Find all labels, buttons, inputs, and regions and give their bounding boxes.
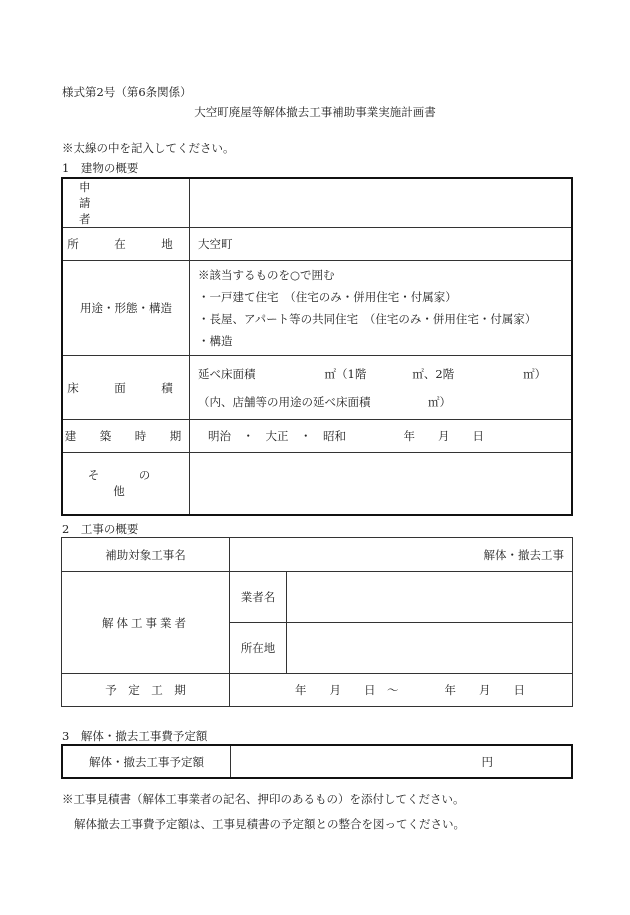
other-label: そ の 他 <box>87 468 190 499</box>
floor-shop-line: （内、店舗等の用途の延べ床面積 ㎡） <box>198 394 451 409</box>
consistency-note: 解体撤去工事費予定額は、工事見積書の予定額との整合を図ってください。 <box>74 817 465 831</box>
location-label: 所 在 地 <box>67 237 185 251</box>
floor-cell[interactable] <box>190 356 573 420</box>
attachment-note: ※工事見積書（解体工事業者の記名、押印のあるもの）を添付してください。 <box>62 792 465 806</box>
usage-cell[interactable] <box>190 261 573 356</box>
era-value[interactable]: 明治 ・ 大正 ・ 昭和 年 月 日 <box>190 420 573 453</box>
form-number: 様式第2号（第6条関係） <box>62 85 192 99</box>
section3-heading: 3 解体・撤去工事費予定額 <box>62 729 208 743</box>
period-label: 予 定 工 期 <box>62 674 230 707</box>
section1-heading: 1 建物の概要 <box>62 161 139 175</box>
period-value[interactable]: 年 月 日 ～ 年 月 日 <box>230 674 573 707</box>
instruction-text: ※太線の中を記入してください。 <box>62 141 235 155</box>
address-value[interactable] <box>287 623 573 674</box>
usage-line-note: ※該当するものを○で囲む <box>198 268 335 282</box>
name-label: 業者名 <box>230 572 287 623</box>
contractor-label: 解体工事業者 <box>102 615 189 630</box>
applicant-label: 申 請 者 <box>79 180 142 226</box>
floor-label-cell <box>62 356 190 420</box>
applicant-label-cell <box>62 178 190 228</box>
address-label: 所在地 <box>230 623 287 674</box>
target-value: 解体・撤去工事 <box>230 538 573 572</box>
era-label: 建 築 時 期 <box>64 429 188 443</box>
target-label: 補助対象工事名 <box>62 538 230 572</box>
applicant-value[interactable] <box>190 178 573 228</box>
location-value[interactable]: 大空町 <box>190 228 573 261</box>
construction-overview-table <box>61 537 573 707</box>
location-label-cell <box>62 228 190 261</box>
building-overview-table <box>61 177 573 516</box>
other-label-cell <box>62 453 190 515</box>
usage-label: 用途・形態・構造 <box>62 261 190 356</box>
page-title: 大空町廃屋等解体撤去工事補助事業実施計画書 <box>194 105 436 119</box>
contractor-label-cell <box>62 572 230 674</box>
era-label-cell <box>62 420 190 453</box>
other-value[interactable] <box>190 453 573 515</box>
name-value[interactable] <box>287 572 573 623</box>
cost-label: 解体・撤去工事予定額 <box>62 745 231 778</box>
floor-label: 床 面 積 <box>67 380 185 395</box>
section2-heading: 2 工事の概要 <box>62 522 139 536</box>
cost-unit[interactable]: 円 <box>231 745 573 778</box>
usage-line-detached: ・一戸建て住宅 （住宅のみ・併用住宅・付属家） <box>198 290 457 304</box>
usage-line-structure: ・構造 <box>198 334 233 348</box>
cost-table <box>61 744 573 779</box>
floor-total-line: 延べ床面積 ㎡（1階 ㎡、2階 ㎡） <box>198 366 547 381</box>
usage-line-apartment: ・長屋、アパート等の共同住宅 （住宅のみ・併用住宅・付属家） <box>198 312 537 326</box>
